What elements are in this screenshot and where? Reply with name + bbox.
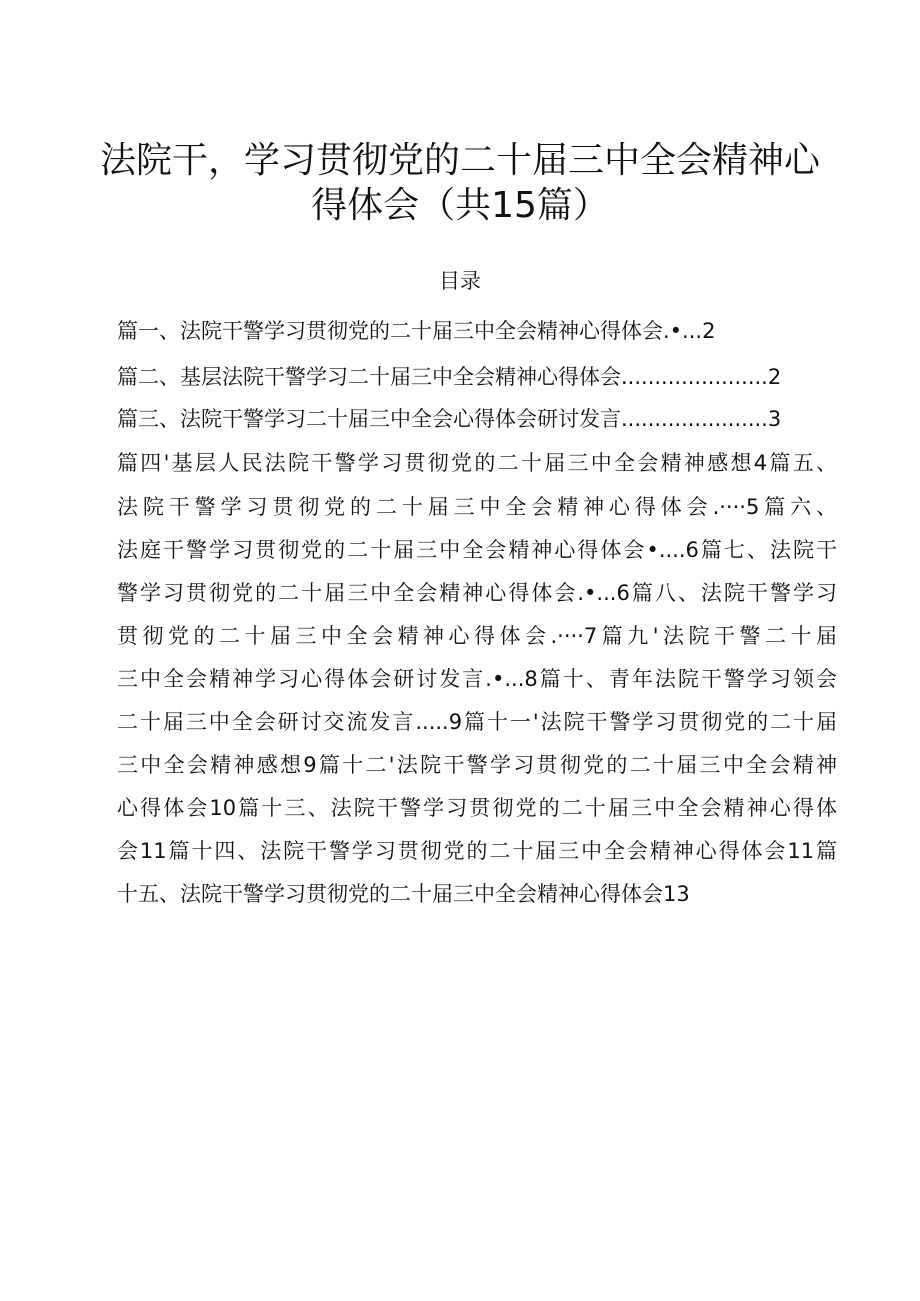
toc-line: 会11篇十四、法院干警学习贯彻党的二十届三中全会精神心得体会11篇 bbox=[117, 839, 837, 863]
toc-line: 篇三、法院干警学习二十届三中全会心得体会研讨发言......................3 bbox=[117, 407, 782, 431]
toc-line: 警学习贯彻党的二十届三中全会精神心得体会.•...6篇八、法院干警学习 bbox=[117, 581, 837, 605]
toc-line: 二十届三中全会研讨交流发言.....9篇十一'法院干警学习贯彻党的二十届 bbox=[117, 710, 837, 734]
toc-line: 十五、法院干警学习贯彻党的二十届三中全会精神心得体会13 bbox=[117, 882, 690, 906]
document-title-line-2: 得体会（共15篇） bbox=[311, 185, 609, 226]
toc-line: 心得体会10篇十三、法院干警学习贯彻党的二十届三中全会精神心得体 bbox=[117, 796, 837, 820]
document-title-line-1: 法院干，学习贯彻党的二十届三中全会精神心 bbox=[100, 140, 821, 181]
toc-line: 篇二、基层法院干警学习二十届三中全会精神心得体会......................2 bbox=[117, 365, 782, 389]
toc-line: 篇一、法院干警学习贯彻党的二十届三中全会精神心得体会.•...2 bbox=[117, 319, 716, 343]
toc-line: 法院干警学习贯彻党的二十届三中全会精神心得体会.····5篇六、 bbox=[117, 495, 837, 519]
toc-line: 贯彻党的二十届三中全会精神心得体会.····7篇九'法院干警二十届 bbox=[117, 624, 837, 648]
toc-line: 篇四'基层人民法院干警学习贯彻党的二十届三中全会精神感想4篇五、 bbox=[117, 451, 837, 475]
toc-line: 法庭干警学习贯彻党的二十届三中全会精神心得体会•....6篇七、法院干 bbox=[117, 538, 837, 562]
toc-line: 三中全会精神学习心得体会研讨发言.•...8篇十、青年法院干警学习领会 bbox=[117, 667, 837, 691]
toc-heading: 目录 bbox=[439, 269, 481, 293]
toc-line: 三中全会精神感想9篇十二'法院干警学习贯彻党的二十届三中全会精神 bbox=[117, 753, 837, 777]
